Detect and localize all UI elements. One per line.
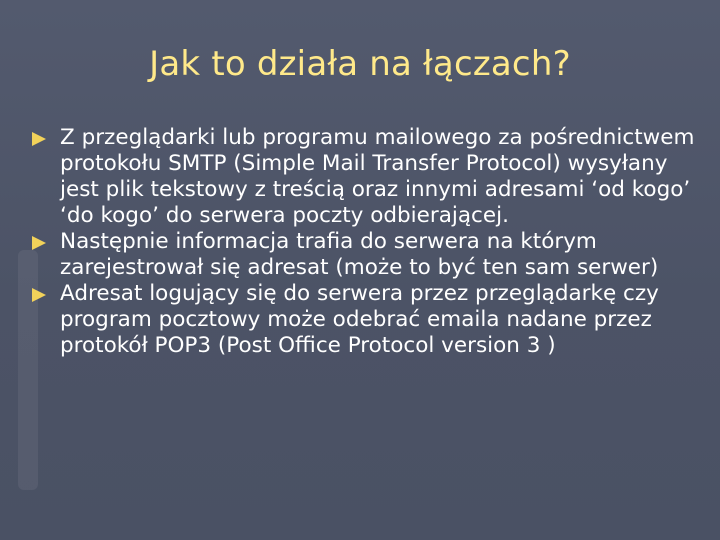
- bullet-item: [30, 281, 700, 359]
- bullet-text: Adresat logujący się do serwera przez przeglądarkę czy program pocztowy może odebrać emaila nadane przez protokół POP3 (Post Office Protocol version 3 ): [60, 281, 659, 358]
- bullet-text: Z przeglądarki lub programu mailowego za pośrednictwem protokołu SMTP (Simple Mail Transfer Protocol) wysyłany jest plik tekstowy z treścią oraz innymi adresami ‘od kogo’ ‘do kogo’ do serwera poczty odbierającej.: [60, 125, 695, 228]
- bullet-item: [30, 229, 700, 281]
- triangle-right-icon: [32, 229, 52, 255]
- bullet-text: Następnie informacja trafia do serwera na którym zarejestrował się adresat (może to być ten sam serwer): [60, 229, 659, 280]
- bullet-item: [30, 125, 700, 229]
- slide-content: [30, 125, 700, 359]
- triangle-right-icon: [32, 125, 52, 151]
- slide-title: Jak to działa na łączach?: [149, 44, 571, 84]
- triangle-right-icon: [32, 281, 52, 307]
